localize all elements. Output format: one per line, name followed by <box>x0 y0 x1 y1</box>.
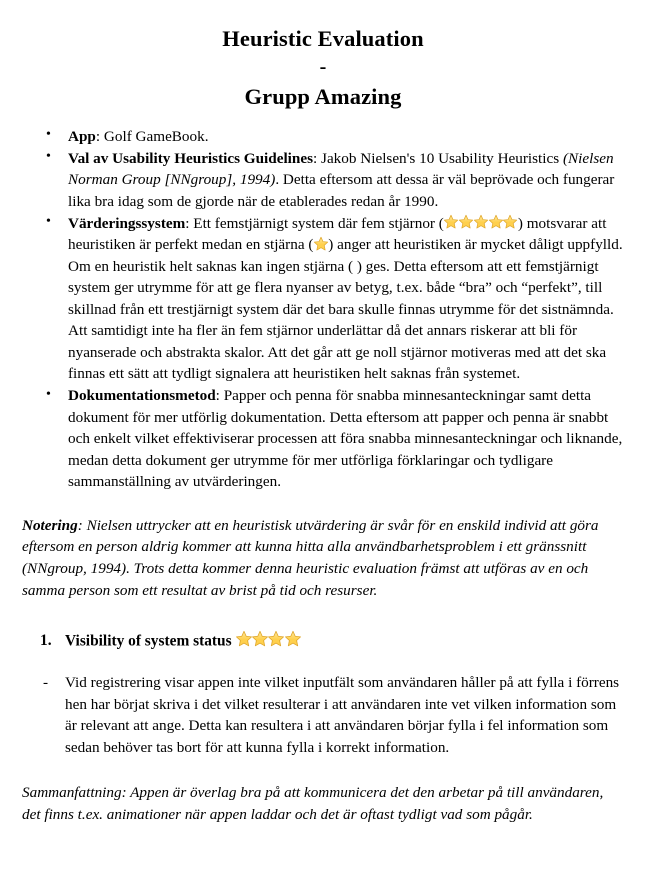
heuristic-rating-stars-icon <box>235 630 301 648</box>
title-separator: - <box>319 56 327 79</box>
bullet-text-rating-b: ) motsvarar att heuristiken är perfekt medan en stjärna ( <box>68 214 607 253</box>
page-subtitle: Grupp Amazing <box>244 84 402 110</box>
bullet-label-documentation: Dokumentationsmetod <box>68 387 216 404</box>
list-item-rating-system <box>22 213 624 385</box>
heuristic-findings-list <box>22 672 624 758</box>
notering-paragraph <box>22 515 624 603</box>
finding-item <box>22 672 624 758</box>
bullet-label-rating-system: Värderingssystem <box>68 214 186 232</box>
bullet-text-documentation: Papper och penna för snabba minnesanteckningar samt detta dokument för mer utförlig dokumentation. Detta eftersom att papper och penna är snabbt och enkelt vilket effektiviserar processen att föra snabba minnesanteckningar och liknande, medan detta dokument ger utrymme för mer utförliga förklaringar och tydligare sammanställning av utvärderingen. <box>68 387 623 490</box>
bullet-text-rating-a: Ett femstjärnigt system där fem stjärnor ( <box>193 214 444 232</box>
finding-text: Vid registrering visar appen inte vilket inputfält som användaren håller på att fylla i förrens hen har börjat skriva i det vilket resulterar i att användaren inte vet vilken information som är relevant att ange. Detta kan resultera i att användaren börjar fylla i fel information som sedan behöver tas bort för att kunna fylla i korrekt information. <box>65 674 620 756</box>
notering-body-text: Nielsen uttrycker att en heuristisk utvärdering är svår för en enskild individ att göra eftersom en person aldrig kommer att kunna hitta alla användbarhetsproblem i ett gränssnitt (NNgroup, 1994). Trots detta kommer denna heuristic evaluation främst att utföras av en och samma person som ett resultat av brist på tid och resurser. <box>22 516 599 600</box>
star-rating-one-icon <box>313 236 328 252</box>
bullet-sep-documentation: : <box>215 387 224 404</box>
summary-body-text: Appen är överlag bra på att kommunicera det den arbetar på till användaren, det finns t.ex. animationer när appen laddar och det är oftast tydligt vad som pågår. <box>22 784 604 824</box>
bullet-sep-guidelines: : <box>313 149 322 167</box>
document-header <box>22 24 624 112</box>
star-rating-five-icon <box>444 214 518 230</box>
list-item-documentation-method <box>22 385 624 493</box>
bullet-label-guidelines: Val av Usability Heuristics Guidelines <box>68 149 313 167</box>
overview-bullet-list <box>22 126 624 493</box>
heuristics-list <box>22 630 624 652</box>
list-item-app <box>22 126 624 148</box>
bullet-label-app: App <box>68 127 96 145</box>
notering-lead-label: Notering <box>22 516 78 534</box>
notering-separator: : <box>77 516 87 534</box>
heuristic-item-1 <box>22 630 624 652</box>
bullet-sep-app: : <box>95 127 104 145</box>
heuristic-title-1: Visibility of system status <box>65 632 232 650</box>
bullet-text-guidelines-b: . Detta eftersom att dessa är väl beprövade och fungerar lika bra idag som de gjorde när de etablerades redan år 1990. <box>68 171 615 210</box>
heuristic-number-1: 1. <box>40 632 52 650</box>
heuristic-summary-paragraph <box>22 782 624 826</box>
page-title: Heuristic Evaluation <box>222 26 424 51</box>
summary-lead-label: Sammanfattning: <box>22 784 131 802</box>
bullet-citation-guidelines: (Nielsen Norman Group [NNgroup], 1994) <box>68 149 614 188</box>
list-item-guidelines <box>22 148 624 213</box>
bullet-text-app: Golf GameBook. <box>103 127 209 145</box>
bullet-text-guidelines-a: Jakob Nielsen's 10 Usability Heuristics <box>321 149 563 167</box>
bullet-text-rating-c: ) anger att heuristiken är mycket dåligt uppfylld. Om en heuristik helt saknas kan ingen stjärna ( ) ges. Detta eftersom att ett femstjärnigt system ger utrymme för att ge flera nyanser av betyg, t.ex. både “bra” och “perfekt”, till skillnad från ett trestjärnigt system där det bara skulle finnas utrymme för det sistnämnda. Att samtidigt inte ha fler än fem stjärnor underlättar då det annars riskerar att bli för nyanserade och abstrakta skalor. Att det går att ge noll stjärnor motiveras med att det ska finnas ett sätt att tydligt signalera att heuristiken helt saknas från systemet. <box>68 236 623 382</box>
bullet-sep-rating-system: : <box>185 214 194 232</box>
